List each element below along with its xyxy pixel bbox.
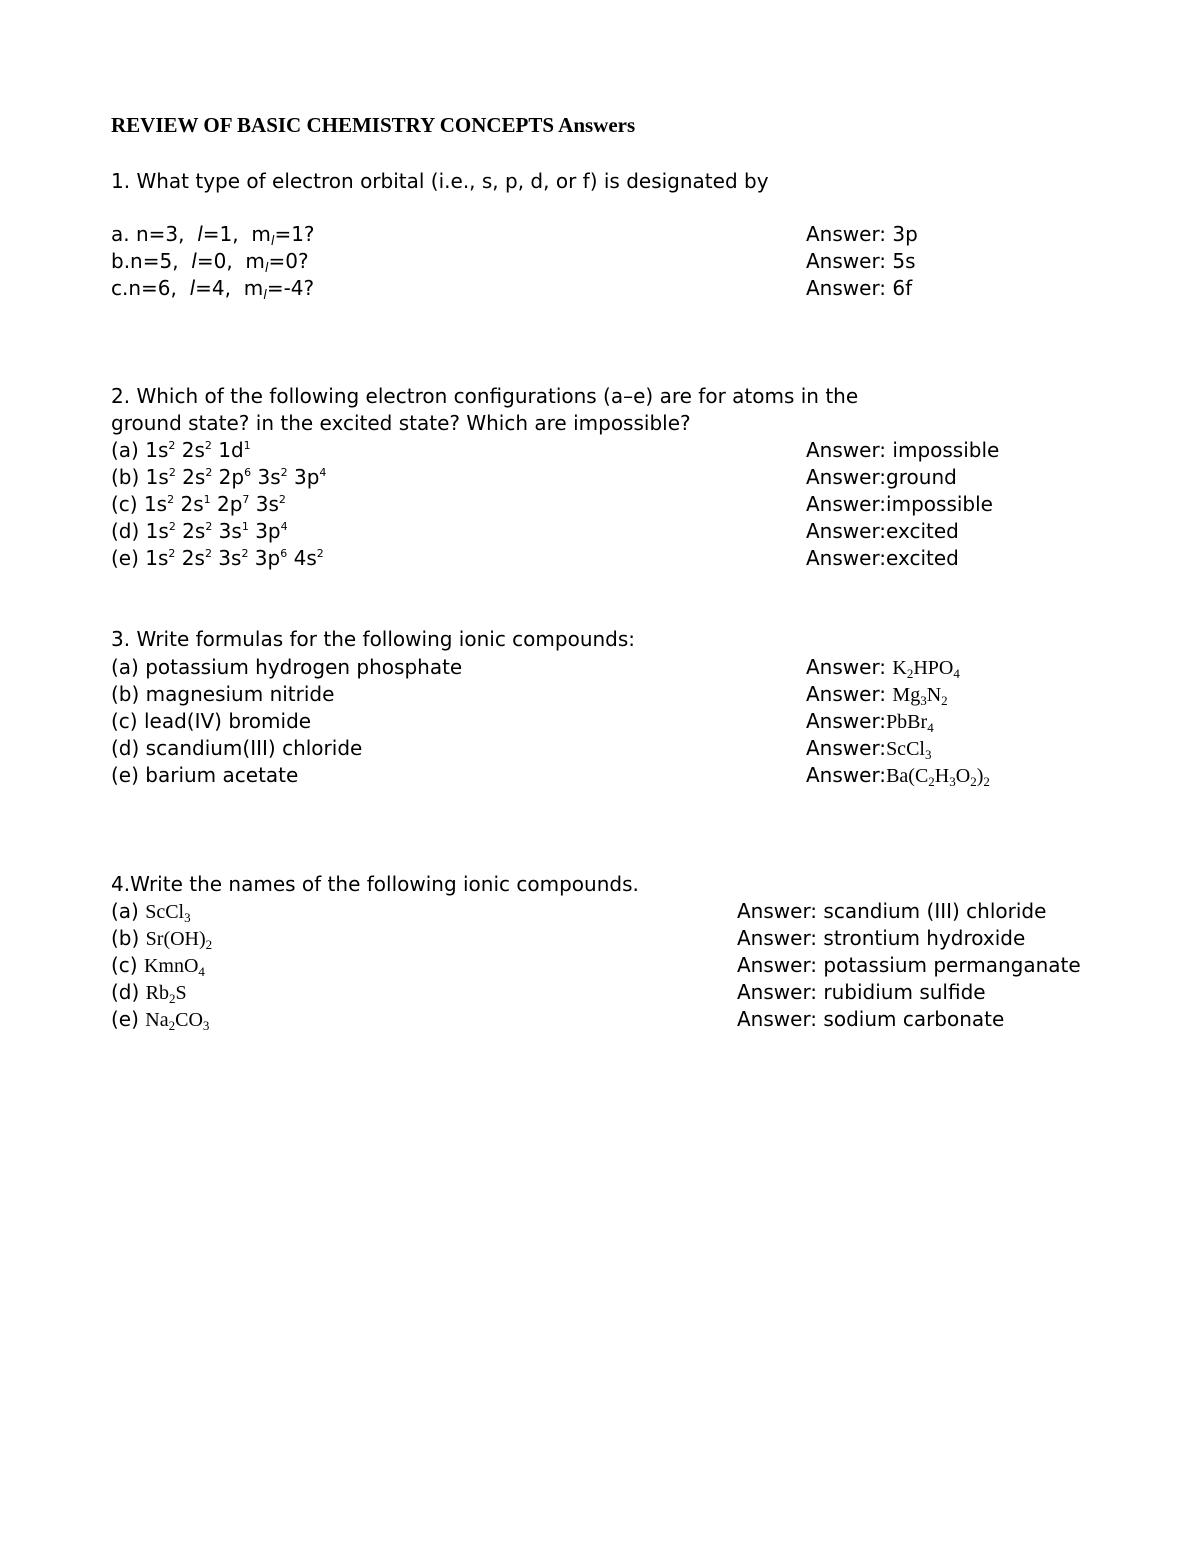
- question-4-prompt: 4.Write the names of the following ionic compounds.: [111, 872, 639, 896]
- q3-answer-a: Answer: $K_2HPO_4$: [806, 655, 960, 681]
- q2-answer-a: Answer: impossible: [806, 438, 1000, 462]
- q3-item-e: (e) barium acetate: [111, 763, 299, 787]
- q1-item-a: a. n=3, l=1, $m_l=1$?: [111, 222, 315, 249]
- question-3-prompt: 3. Write formulas for the following ionic compounds:: [111, 627, 636, 651]
- q3-answer-d: Answer:ScCl$_3$: [806, 736, 932, 762]
- question-1-prompt: 1. What type of electron orbital (i.e., s, p, d, or f) is designated by: [111, 169, 769, 193]
- q3-item-c: (c) lead(IV) bromide: [111, 709, 312, 733]
- q3-item-d: (d) scandium(III) chloride: [111, 736, 363, 760]
- q3-item-a: (a) potassium hydrogen phosphate: [111, 655, 463, 679]
- q4-answer-b: Answer: strontium hydroxide: [737, 926, 1026, 950]
- q2-config-a: (a) $1s^2$ $2s^2$ $1d^1$: [111, 438, 251, 462]
- q1-answer-a: Answer: 3p: [806, 222, 918, 246]
- q1-item-c: c.n=6, l=4, $m_l=-4$?: [111, 276, 315, 303]
- q3-answer-b: Answer: $Mg_3N_2$: [806, 682, 948, 708]
- q4-item-e: (e) $Na_2CO_3$: [111, 1007, 210, 1033]
- q2-answer-b: Answer:ground: [806, 465, 957, 489]
- q3-item-b: (b) magnesium nitride: [111, 682, 335, 706]
- q1-answer-c: Answer: 6f: [806, 276, 913, 300]
- q4-answer-a: Answer: scandium (III) chloride: [737, 899, 1047, 923]
- q4-answer-d: Answer: rubidium sulfide: [737, 980, 986, 1004]
- q2-config-c: (c) $1s^2$ $2s^1$ $2p^7$ $3s^2$: [111, 492, 286, 516]
- q4-item-c: (c) KmnO$_4$: [111, 953, 205, 979]
- q4-item-a: (a) ScCl$_3$: [111, 899, 191, 925]
- q1-answer-b: Answer: 5s: [806, 249, 916, 273]
- q2-config-e: (e) $1s^2$ $2s^2$ $3s^2$ $3p^6$ $4s^2$: [111, 546, 324, 570]
- question-2-prompt-line-1: 2. Which of the following electron configurations (a–e) are for atoms in the: [111, 384, 859, 408]
- page-title: REVIEW OF BASIC CHEMISTRY CONCEPTS Answers: [111, 113, 636, 137]
- q2-answer-c: Answer:impossible: [806, 492, 993, 516]
- q2-answer-d: Answer:excited: [806, 519, 959, 543]
- q2-answer-e: Answer:excited: [806, 546, 959, 570]
- q3-answer-e: $Answer:Ba(C_2H_3O_2)_2$: [806, 763, 990, 789]
- q4-item-b: (b) $Sr(OH)_2$: [111, 926, 213, 952]
- q4-item-d: (d) $Rb_2S$: [111, 980, 187, 1006]
- q1-item-b: b.n=5, l=0, $m_l=0$?: [111, 249, 309, 276]
- q2-config-b: (b) $1s^2$ $2s^2$ $2p^6$ $3s^2$ $3p^4$: [111, 465, 327, 489]
- q3-answer-c: Answer:PbBr$_4$: [806, 709, 934, 735]
- question-2-prompt-line-2: ground state? in the excited state? Which are impossible?: [111, 411, 691, 435]
- q4-answer-c: Answer: potassium permanganate: [737, 953, 1081, 977]
- q2-config-d: (d) $1s^2$ $2s^2$ $3s^1$ $3p^4$: [111, 519, 288, 543]
- q4-answer-e: Answer: sodium carbonate: [737, 1007, 1005, 1031]
